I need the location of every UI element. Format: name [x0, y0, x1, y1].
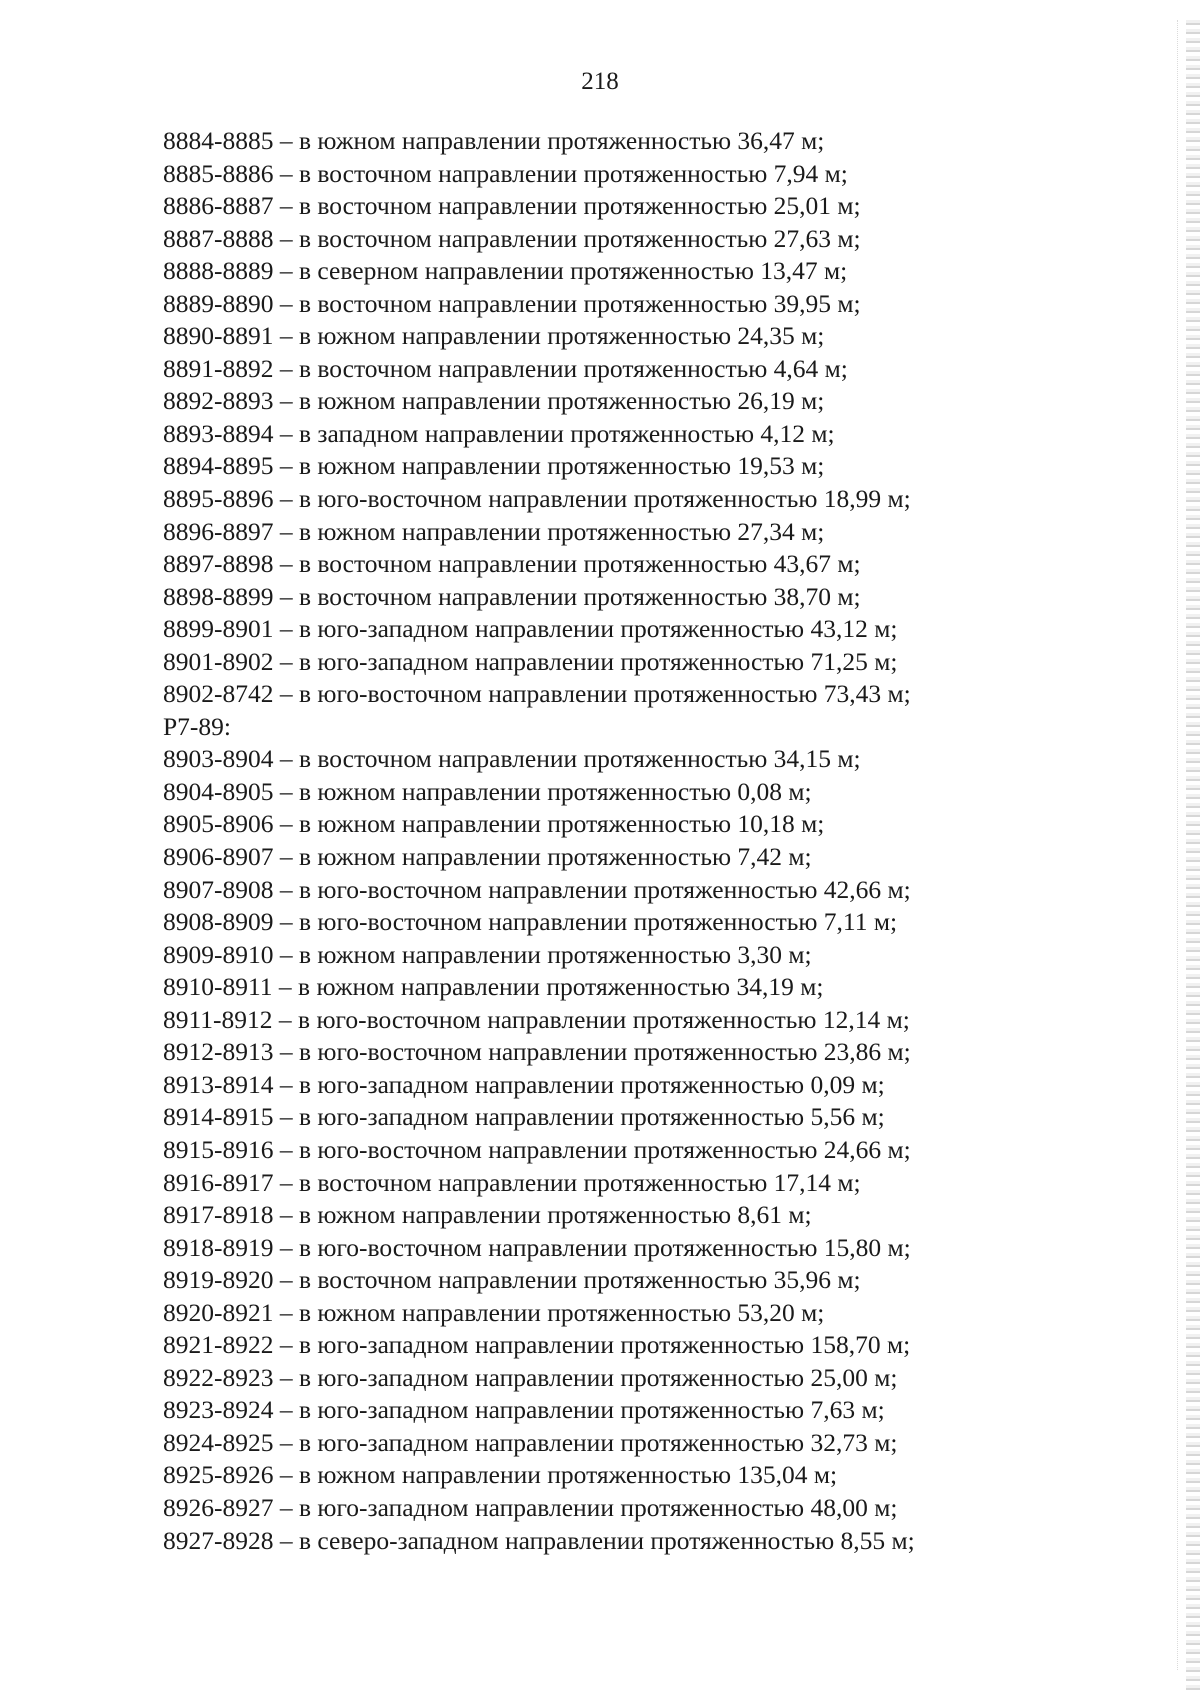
- boundary-segment-line: 8923-8924 – в юго-западном направлении протяженностью 7,63 м;: [163, 1395, 885, 1425]
- boundary-segment-line: 8910-8911 – в южном направлении протяженностью 34,19 м;: [163, 972, 824, 1002]
- boundary-segment-line: 8901-8902 – в юго-западном направлении протяженностью 71,25 м;: [163, 646, 898, 676]
- boundary-segment-line: 8894-8895 – в южном направлении протяженностью 19,53 м;: [163, 451, 825, 481]
- boundary-segment-line: 8926-8927 – в юго-западном направлении протяженностью 48,00 м;: [163, 1492, 898, 1522]
- boundary-segment-line: 8907-8908 – в юго-восточном направлении протяженностью 42,66 м;: [163, 874, 911, 904]
- boundary-segment-line: 8927-8928 – в северо-западном направлении протяженностью 8,55 м;: [163, 1525, 915, 1555]
- boundary-segment-line: 8912-8913 – в юго-восточном направлении протяженностью 23,86 м;: [163, 1037, 911, 1067]
- page-number: 218: [581, 68, 619, 95]
- boundary-segment-line: 8918-8919 – в юго-восточном направлении протяженностью 15,80 м;: [163, 1232, 911, 1262]
- boundary-segment-line: 8917-8918 – в южном направлении протяженностью 8,61 м;: [163, 1200, 812, 1230]
- boundary-segment-line: 8884-8885 – в южном направлении протяженностью 36,47 м;: [163, 126, 825, 155]
- boundary-segment-line: 8922-8923 – в юго-западном направлении протяженностью 25,00 м;: [163, 1362, 898, 1392]
- boundary-segment-line: 8903-8904 – в восточном направлении протяженностью 34,15 м;: [163, 744, 861, 774]
- boundary-segment-line: 8909-8910 – в южном направлении протяженностью 3,30 м;: [163, 939, 812, 969]
- boundary-segment-line: 8895-8896 – в юго-восточном направлении протяженностью 18,99 м;: [163, 484, 911, 514]
- boundary-segment-line: 8886-8887 – в восточном направлении протяженностью 25,01 м;: [163, 191, 861, 221]
- boundary-segment-line: 8921-8922 – в юго-западном направлении протяженностью 158,70 м;: [163, 1330, 911, 1360]
- boundary-segment-line: 8885-8886 – в восточном направлении протяженностью 7,94 м;: [163, 158, 848, 188]
- boundary-segment-line: 8924-8925 – в юго-западном направлении протяженностью 32,73 м;: [163, 1427, 898, 1457]
- boundary-segment-line: 8915-8916 – в юго-восточном направлении протяженностью 24,66 м;: [163, 1134, 911, 1164]
- boundary-segment-line: 8888-8889 – в северном направлении протяженностью 13,47 м;: [163, 256, 848, 286]
- boundary-segment-line: 8911-8912 – в юго-восточном направлении протяженностью 12,14 м;: [163, 1004, 910, 1034]
- boundary-segment-line: 8890-8891 – в южном направлении протяженностью 24,35 м;: [163, 321, 825, 351]
- boundary-segment-line: 8898-8899 – в восточном направлении протяженностью 38,70 м;: [163, 581, 861, 611]
- scan-border-inner: [1176, 20, 1178, 1670]
- boundary-segment-line: 8904-8905 – в южном направлении протяженностью 0,08 м;: [163, 776, 812, 806]
- boundary-segments-list: [163, 125, 1043, 1557]
- boundary-segment-line: 8908-8909 – в юго-восточном направлении протяженностью 7,11 м;: [163, 907, 898, 937]
- boundary-segment-line: 8914-8915 – в юго-западном направлении протяженностью 5,56 м;: [163, 1102, 885, 1132]
- boundary-segment-line: 8892-8893 – в южном направлении протяженностью 26,19 м;: [163, 386, 825, 416]
- boundary-segment-line: 8893-8894 – в западном направлении протяженностью 4,12 м;: [163, 418, 835, 448]
- boundary-segment-line: 8913-8914 – в юго-западном направлении протяженностью 0,09 м;: [163, 1069, 885, 1099]
- boundary-segment-line: 8887-8888 – в восточном направлении протяженностью 27,63 м;: [163, 223, 861, 253]
- boundary-segment-line: 8897-8898 – в восточном направлении протяженностью 43,67 м;: [163, 549, 861, 579]
- boundary-segment-line: 8925-8926 – в южном направлении протяженностью 135,04 м;: [163, 1460, 838, 1490]
- boundary-segment-line: 8916-8917 – в восточном направлении протяженностью 17,14 м;: [163, 1167, 861, 1197]
- boundary-segment-line: 8905-8906 – в южном направлении протяженностью 10,18 м;: [163, 809, 825, 839]
- boundary-segment-line: 8891-8892 – в восточном направлении протяженностью 4,64 м;: [163, 353, 848, 383]
- boundary-segment-line: 8896-8897 – в южном направлении протяженностью 27,34 м;: [163, 516, 825, 546]
- boundary-segment-line: 8889-8890 – в восточном направлении протяженностью 39,95 м;: [163, 288, 861, 318]
- scan-border-right: [1186, 20, 1200, 1690]
- boundary-segment-line: 8902-8742 – в юго-восточном направлении протяженностью 73,43 м;: [163, 679, 911, 709]
- boundary-segment-line: 8906-8907 – в южном направлении протяженностью 7,42 м;: [163, 842, 812, 872]
- boundary-segment-line: Р7-89:: [163, 711, 232, 741]
- boundary-segment-line: 8899-8901 – в юго-западном направлении протяженностью 43,12 м;: [163, 614, 898, 644]
- boundary-segment-line: 8919-8920 – в восточном направлении протяженностью 35,96 м;: [163, 1265, 861, 1295]
- boundary-segment-line: 8920-8921 – в южном направлении протяженностью 53,20 м;: [163, 1297, 825, 1327]
